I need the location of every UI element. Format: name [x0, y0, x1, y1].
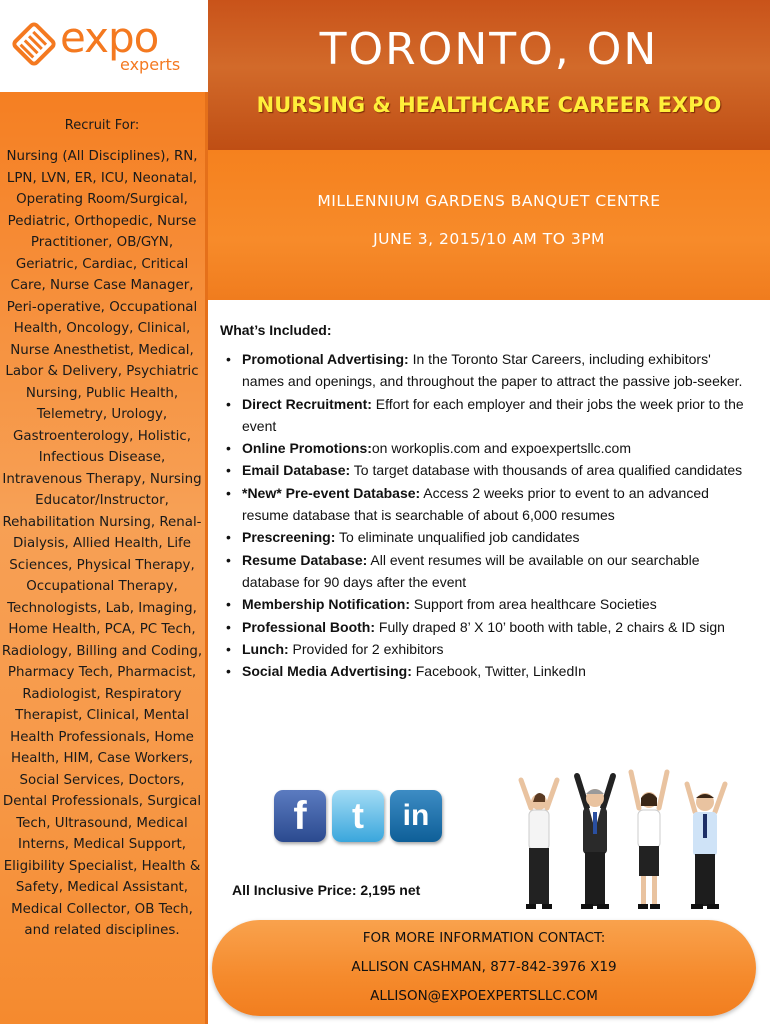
- included-item-text: Support from area healthcare Societies: [410, 596, 657, 613]
- social-icons: [274, 790, 444, 846]
- event-venue: MILLENNIUM GARDENS BANQUET CENTRE: [317, 192, 661, 210]
- logo-wordmark: expo: [60, 13, 159, 62]
- linkedin-icon[interactable]: in: [390, 790, 442, 842]
- included-item: [226, 459, 756, 481]
- included-item-label: Prescreening:: [242, 529, 336, 546]
- left-column: [0, 0, 208, 1024]
- included-item-text: on workoplis.com and expoexpertsllc.com: [371, 440, 632, 457]
- included-item-label: *New* Pre-event Database:: [242, 484, 421, 501]
- included-item: [226, 638, 756, 660]
- included-item-text: In the Toronto Star Careers, including exhibitors' names and openings, and throughout the paper to attract the passive job-seeker.: [242, 351, 743, 390]
- recruit-title: Recruit For:: [64, 118, 140, 133]
- included-item: [226, 393, 756, 438]
- included-item-label: Email Database:: [242, 462, 351, 479]
- contact-heading: FOR MORE INFORMATION CONTACT:: [362, 930, 606, 946]
- venue-band: [208, 150, 770, 300]
- event-date: JUNE 3, 2015/10 AM TO 3PM: [373, 230, 605, 248]
- included-item: [226, 593, 756, 615]
- included-item-text: Facebook, Twitter, LinkedIn: [411, 663, 586, 680]
- bullet-icon: •: [226, 462, 231, 479]
- facebook-icon[interactable]: f: [274, 790, 326, 842]
- bullet-icon: •: [226, 529, 231, 546]
- bullet-icon: •: [226, 484, 231, 501]
- bullet-icon: •: [226, 640, 231, 657]
- bullet-icon: •: [226, 395, 231, 412]
- included-item-label: Lunch:: [242, 640, 289, 657]
- contact-name-phone[interactable]: ALLISON CASHMAN, 877-842-3976 X19: [351, 959, 617, 975]
- included-item: [226, 437, 756, 459]
- included-item-text: Effort for each employer and their jobs the week prior to the event: [242, 395, 744, 434]
- included-item-label: Resume Database:: [242, 551, 368, 568]
- included-item-text: All event resumes will be available on our searchable database for 90 days after the event: [242, 551, 700, 590]
- included-title: What’s Included:: [220, 322, 332, 338]
- included-item-label: Promotional Advertising:: [242, 351, 409, 367]
- included-item-text: Provided for 2 exhibitors: [288, 640, 444, 657]
- included-item-label: Membership Notification:: [242, 596, 411, 613]
- included-list: [226, 348, 756, 682]
- included-item: [226, 660, 756, 682]
- celebrating-professionals-image: [505, 768, 737, 918]
- included-item-label: Social Media Advertising:: [242, 663, 412, 680]
- contact-email[interactable]: ALLISON@EXPOEXPERTSLLC.COM: [370, 988, 598, 1004]
- price-text: All Inclusive Price: 2,195 net: [232, 882, 421, 898]
- twitter-icon[interactable]: t: [332, 790, 384, 842]
- bullet-icon: •: [226, 440, 231, 457]
- included-item: [226, 348, 756, 393]
- included-item-text: Fully draped 8’ X 10’ booth with table, 2 chairs & ID sign: [375, 618, 725, 635]
- event-city: TORONTO, ON: [319, 24, 659, 75]
- bullet-icon: •: [226, 551, 231, 568]
- event-title: NURSING & HEALTHCARE CAREER EXPO: [256, 93, 722, 117]
- logo: [0, 0, 208, 92]
- bullet-icon: •: [226, 663, 231, 680]
- included-item: [226, 549, 756, 594]
- included-item-label: Online Promotions:: [242, 440, 372, 457]
- included-item: [226, 482, 756, 527]
- included-item-text: To target database with thousands of area qualified candidates: [350, 462, 743, 479]
- included-item-label: Professional Booth:: [242, 618, 376, 635]
- bullet-icon: •: [226, 618, 231, 635]
- logo-subtitle: experts: [120, 55, 181, 74]
- expo-logo-mark-icon: [12, 22, 56, 66]
- bullet-icon: •: [226, 596, 231, 613]
- included-item-text: Access 2 weeks prior to event to an advanced resume database that is searchable of about 6,000 resumes: [242, 484, 709, 524]
- recruit-list: Nursing (All Disciplines), RN, LPN, LVN, ER, ICU, Neonatal, Operating Room/Surgical, Pediatric, Orthopedic, Nurse Practitioner, OB/GYN, Geriatric, Cardiac, Critical Care, Nurse Case Manager, Peri-operative, Occupational Health, Oncology, Clinical, Nurse Anesthetist, Medical, Labor & Delivery, Psychiatric Nursing, Public Health, Telemetry, Urology, Gastroenterology, Holistic, Infectious Disease, Intravenous Therapy, Nursing Educator/Instructor, Rehabilitation Nursing, Renal-Dialysis, Allied Health, Life Sciences, Physical Therapy, Occupational Therapy, Technologists, Lab, Imaging, Home Health, PCA, PC Tech, Radiology, Billing and Coding, Pharmacy Tech, Pharmacist, Radiologist, Respiratory Therapist, Clinical, Mental Health Professionals, Home Health, HIM, Case Workers, Social Services, Doctors, Dental Professionals, Surgical Tech, Ultrasound, Medical Interns, Medical Support, Eligibility Specialist, Health & Safety, Medical Assistant, Medical Collector, OB Tech, and related disciplines.: [1, 149, 203, 938]
- included-item: [226, 616, 756, 638]
- included-item-label: Direct Recruitment:: [242, 395, 372, 412]
- bullet-icon: •: [226, 351, 231, 367]
- included-item: [226, 526, 756, 548]
- included-item-text: To eliminate unqualified job candidates: [335, 529, 580, 546]
